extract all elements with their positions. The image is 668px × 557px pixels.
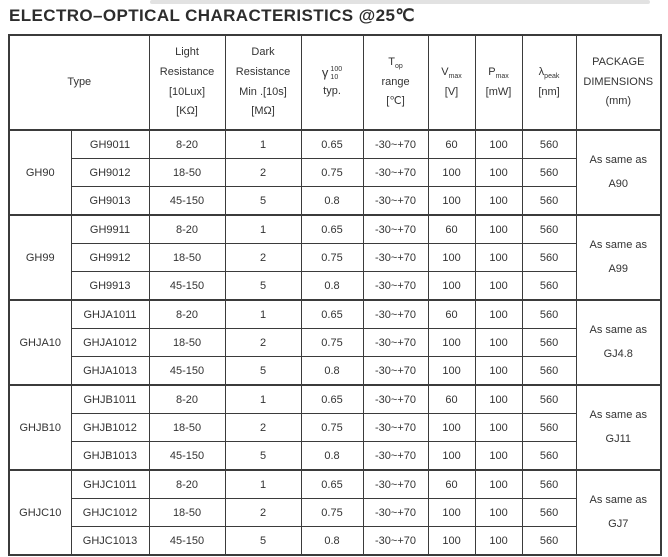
cell-gamma: 0.65 xyxy=(301,300,363,329)
cell-gamma: 0.8 xyxy=(301,442,363,471)
cell-lambda-peak: 560 xyxy=(522,300,576,329)
gamma-symbol: γ 100 10 xyxy=(321,65,343,82)
cell-package: As same as A90 xyxy=(576,130,661,215)
cell-pmax: 100 xyxy=(475,272,522,301)
cell-model: GHJA1013 xyxy=(71,357,149,386)
cell-gamma: 0.8 xyxy=(301,357,363,386)
cell-pmax: 100 xyxy=(475,329,522,357)
cell-light-resistance: 45-150 xyxy=(149,357,225,386)
scan-artifact xyxy=(150,0,650,4)
table-row xyxy=(9,414,661,442)
cell-light-resistance: 8-20 xyxy=(149,470,225,499)
cell-dark-resistance: 5 xyxy=(225,187,301,216)
table-row xyxy=(9,215,661,244)
cell-model: GHJC1012 xyxy=(71,499,149,527)
cell-lambda-peak: 560 xyxy=(522,215,576,244)
table-row xyxy=(9,329,661,357)
cell-gamma: 0.65 xyxy=(301,385,363,414)
cell-pmax: 100 xyxy=(475,215,522,244)
cell-vmax: 100 xyxy=(428,272,475,301)
gamma-typ-label: typ. xyxy=(323,85,341,98)
cell-type-group: GHJB10 xyxy=(9,385,71,470)
cell-dark-resistance: 1 xyxy=(225,215,301,244)
cell-light-resistance: 8-20 xyxy=(149,130,225,159)
cell-pmax: 100 xyxy=(475,244,522,272)
cell-pmax: 100 xyxy=(475,499,522,527)
cell-lambda-peak: 560 xyxy=(522,414,576,442)
cell-lambda-peak: 560 xyxy=(522,329,576,357)
cell-dark-resistance: 2 xyxy=(225,414,301,442)
cell-lambda-peak: 560 xyxy=(522,470,576,499)
cell-model: GHJB1012 xyxy=(71,414,149,442)
cell-pmax: 100 xyxy=(475,527,522,556)
col-header-package-dimensions: PACKAGE DIMENSIONS (mm) xyxy=(576,35,661,130)
cell-gamma: 0.8 xyxy=(301,187,363,216)
cell-gamma: 0.75 xyxy=(301,499,363,527)
cell-pmax: 100 xyxy=(475,130,522,159)
col-header-top-range: $T_{op}$ range [℃] xyxy=(363,35,428,130)
cell-lambda-peak: 560 xyxy=(522,187,576,216)
cell-gamma: 0.75 xyxy=(301,159,363,187)
header-row xyxy=(9,35,661,130)
cell-lambda-peak: 560 xyxy=(522,499,576,527)
cell-top-range: -30~+70 xyxy=(363,527,428,556)
table-body xyxy=(9,130,661,555)
cell-light-resistance: 8-20 xyxy=(149,215,225,244)
col-header-pmax: $P_{max}$ [mW] xyxy=(475,35,522,130)
cell-pmax: 100 xyxy=(475,187,522,216)
cell-package: As same as GJ4.8 xyxy=(576,300,661,385)
table-row xyxy=(9,272,661,301)
cell-top-range: -30~+70 xyxy=(363,442,428,471)
col-header-dark-resistance: Dark Resistance Min .[10s] [MΩ] xyxy=(225,35,301,130)
cell-top-range: -30~+70 xyxy=(363,414,428,442)
table-row xyxy=(9,130,661,159)
cell-top-range: -30~+70 xyxy=(363,272,428,301)
vmax-symbol: $V_{max}$ xyxy=(441,65,462,80)
cell-lambda-peak: 560 xyxy=(522,130,576,159)
cell-top-range: -30~+70 xyxy=(363,159,428,187)
cell-pmax: 100 xyxy=(475,357,522,386)
cell-dark-resistance: 1 xyxy=(225,130,301,159)
cell-gamma: 0.8 xyxy=(301,527,363,556)
cell-model: GH9011 xyxy=(71,130,149,159)
table-row xyxy=(9,357,661,386)
cell-type-group: GHJC10 xyxy=(9,470,71,555)
cell-dark-resistance: 1 xyxy=(225,300,301,329)
cell-package: As same as GJ11 xyxy=(576,385,661,470)
cell-model: GHJB1011 xyxy=(71,385,149,414)
cell-top-range: -30~+70 xyxy=(363,385,428,414)
cell-model: GHJA1011 xyxy=(71,300,149,329)
cell-lambda-peak: 560 xyxy=(522,272,576,301)
cell-gamma: 0.75 xyxy=(301,414,363,442)
table-row xyxy=(9,470,661,499)
cell-gamma: 0.8 xyxy=(301,272,363,301)
cell-dark-resistance: 5 xyxy=(225,357,301,386)
cell-light-resistance: 18-50 xyxy=(149,244,225,272)
cell-dark-resistance: 2 xyxy=(225,159,301,187)
characteristics-table xyxy=(8,34,662,556)
cell-top-range: -30~+70 xyxy=(363,300,428,329)
cell-light-resistance: 18-50 xyxy=(149,329,225,357)
cell-vmax: 100 xyxy=(428,187,475,216)
lambda-symbol: $\lambda_{peak}$ xyxy=(538,65,560,80)
cell-pmax: 100 xyxy=(475,442,522,471)
cell-pmax: 100 xyxy=(475,470,522,499)
cell-vmax: 60 xyxy=(428,130,475,159)
cell-type-group: GH99 xyxy=(9,215,71,300)
cell-dark-resistance: 1 xyxy=(225,385,301,414)
table-row xyxy=(9,187,661,216)
cell-lambda-peak: 560 xyxy=(522,527,576,556)
cell-package: As same as GJ7 xyxy=(576,470,661,555)
cell-light-resistance: 45-150 xyxy=(149,527,225,556)
cell-dark-resistance: 1 xyxy=(225,470,301,499)
cell-gamma: 0.65 xyxy=(301,470,363,499)
cell-pmax: 100 xyxy=(475,159,522,187)
cell-model: GHJC1013 xyxy=(71,527,149,556)
cell-model: GHJA1012 xyxy=(71,329,149,357)
cell-gamma: 0.75 xyxy=(301,244,363,272)
cell-pmax: 100 xyxy=(475,385,522,414)
col-header-lambda-peak: $\lambda_{peak}$ [nm] xyxy=(522,35,576,130)
cell-vmax: 100 xyxy=(428,414,475,442)
cell-gamma: 0.65 xyxy=(301,215,363,244)
cell-vmax: 60 xyxy=(428,470,475,499)
cell-dark-resistance: 5 xyxy=(225,442,301,471)
cell-vmax: 100 xyxy=(428,159,475,187)
cell-lambda-peak: 560 xyxy=(522,159,576,187)
cell-light-resistance: 8-20 xyxy=(149,385,225,414)
cell-light-resistance: 18-50 xyxy=(149,499,225,527)
cell-top-range: -30~+70 xyxy=(363,499,428,527)
cell-top-range: -30~+70 xyxy=(363,470,428,499)
cell-model: GH9913 xyxy=(71,272,149,301)
cell-vmax: 100 xyxy=(428,244,475,272)
table-row xyxy=(9,499,661,527)
col-header-light-resistance: Light Resistance [10Lux] [KΩ] xyxy=(149,35,225,130)
table-row xyxy=(9,385,661,414)
pmax-symbol: $P_{max}$ xyxy=(488,65,509,80)
cell-lambda-peak: 560 xyxy=(522,442,576,471)
cell-model: GHJC1011 xyxy=(71,470,149,499)
cell-light-resistance: 18-50 xyxy=(149,414,225,442)
cell-vmax: 100 xyxy=(428,442,475,471)
table-row xyxy=(9,159,661,187)
cell-light-resistance: 8-20 xyxy=(149,300,225,329)
cell-vmax: 60 xyxy=(428,385,475,414)
cell-lambda-peak: 560 xyxy=(522,244,576,272)
top-symbol: $T_{op}$ xyxy=(388,55,403,70)
table-header xyxy=(9,35,661,130)
cell-model: GH9912 xyxy=(71,244,149,272)
col-header-type: Type xyxy=(9,35,149,130)
cell-model: GH9013 xyxy=(71,187,149,216)
page-title: ELECTRO–OPTICAL CHARACTERISTICS @25℃ xyxy=(9,6,415,25)
cell-top-range: -30~+70 xyxy=(363,329,428,357)
cell-lambda-peak: 560 xyxy=(522,385,576,414)
cell-type-group: GH90 xyxy=(9,130,71,215)
cell-light-resistance: 45-150 xyxy=(149,272,225,301)
cell-vmax: 60 xyxy=(428,300,475,329)
cell-dark-resistance: 2 xyxy=(225,499,301,527)
cell-gamma: 0.65 xyxy=(301,130,363,159)
cell-gamma: 0.75 xyxy=(301,329,363,357)
cell-light-resistance: 45-150 xyxy=(149,187,225,216)
cell-top-range: -30~+70 xyxy=(363,244,428,272)
cell-dark-resistance: 5 xyxy=(225,527,301,556)
cell-pmax: 100 xyxy=(475,414,522,442)
table-row xyxy=(9,442,661,471)
cell-vmax: 100 xyxy=(428,357,475,386)
cell-dark-resistance: 2 xyxy=(225,329,301,357)
cell-vmax: 100 xyxy=(428,329,475,357)
cell-lambda-peak: 560 xyxy=(522,357,576,386)
col-header-vmax: $V_{max}$ [V] xyxy=(428,35,475,130)
cell-dark-resistance: 2 xyxy=(225,244,301,272)
cell-light-resistance: 18-50 xyxy=(149,159,225,187)
cell-type-group: GHJA10 xyxy=(9,300,71,385)
cell-top-range: -30~+70 xyxy=(363,130,428,159)
cell-top-range: -30~+70 xyxy=(363,357,428,386)
cell-vmax: 100 xyxy=(428,499,475,527)
table-row xyxy=(9,300,661,329)
col-header-gamma xyxy=(301,35,363,130)
cell-dark-resistance: 5 xyxy=(225,272,301,301)
cell-vmax: 100 xyxy=(428,527,475,556)
cell-package: As same as A99 xyxy=(576,215,661,300)
cell-top-range: -30~+70 xyxy=(363,187,428,216)
cell-model: GHJB1013 xyxy=(71,442,149,471)
cell-model: GH9911 xyxy=(71,215,149,244)
cell-top-range: -30~+70 xyxy=(363,215,428,244)
cell-vmax: 60 xyxy=(428,215,475,244)
cell-model: GH9012 xyxy=(71,159,149,187)
table-row xyxy=(9,527,661,556)
cell-light-resistance: 45-150 xyxy=(149,442,225,471)
cell-pmax: 100 xyxy=(475,300,522,329)
table-row xyxy=(9,244,661,272)
